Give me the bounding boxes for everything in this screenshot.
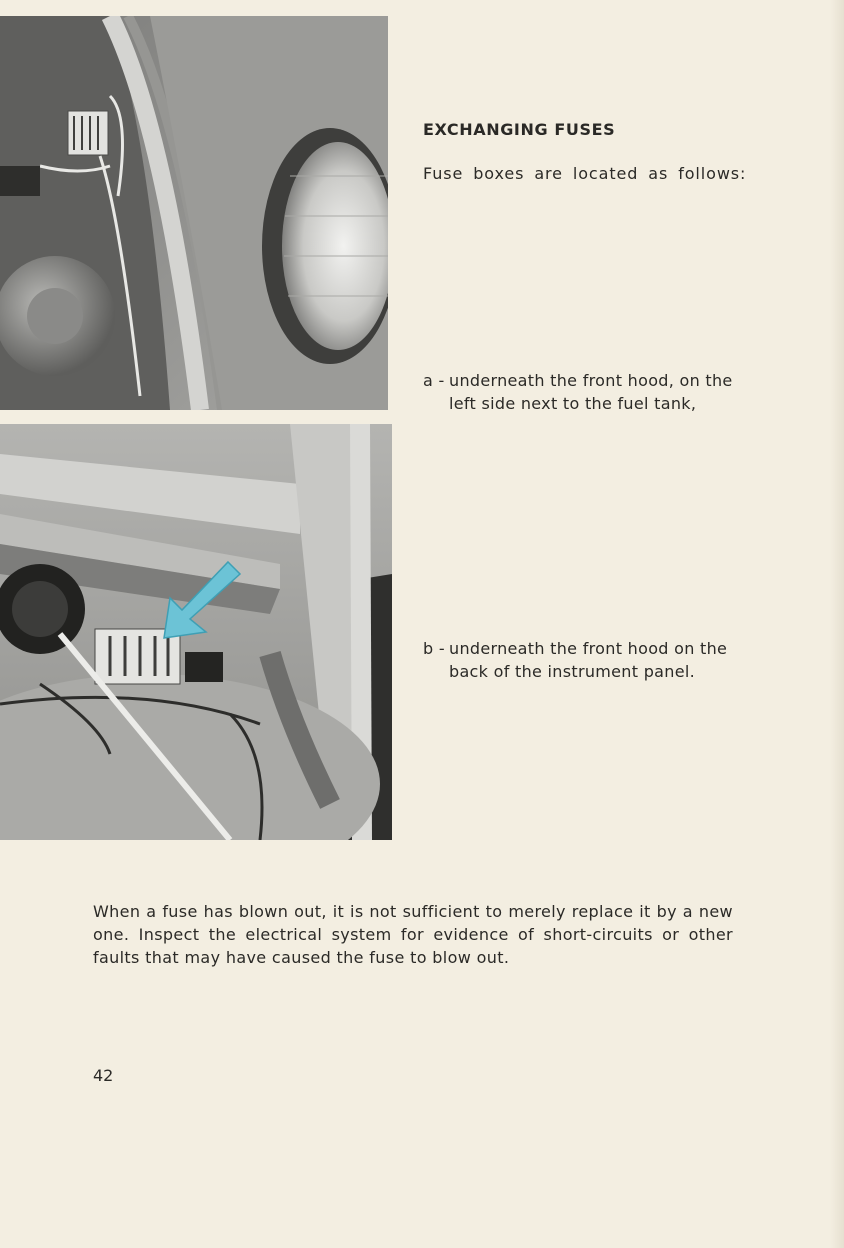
fuse-warning-paragraph: When a fuse has blown out, it is not sufficient to merely replace it by a new one. Inspect the electrical system for evidence of short-circuits or other faults that may have caused the fuse to blow out.: [93, 902, 733, 967]
location-item-b: [423, 637, 743, 683]
section-heading: EXCHANGING FUSES: [423, 120, 616, 139]
photo-fuse-box-left-side: [0, 16, 388, 410]
page-number: 42: [93, 1066, 114, 1085]
location-line: underneath the front hood on the: [449, 639, 728, 658]
location-marker: a -: [423, 371, 445, 390]
location-line: underneath the front hood, on the: [449, 371, 733, 390]
intro-text: Fuse boxes are located as follows:: [423, 164, 747, 183]
page-edge-shadow: [830, 0, 844, 1248]
location-marker: b -: [423, 639, 445, 658]
location-line: back of the instrument panel.: [449, 662, 695, 681]
photo-fuse-box-instrument-panel: [0, 424, 392, 840]
location-item-a: [423, 369, 743, 415]
location-line: left side next to the fuel tank,: [449, 394, 697, 413]
